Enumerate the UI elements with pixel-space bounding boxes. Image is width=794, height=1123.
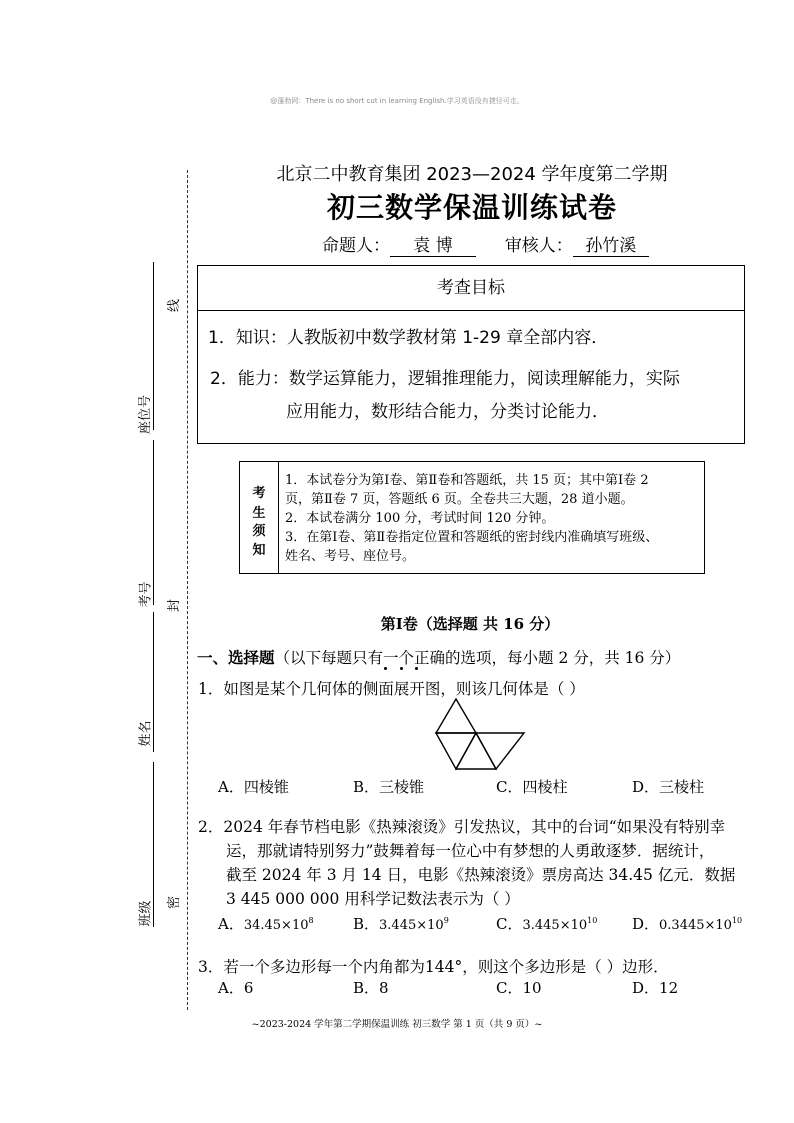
question-2-line-4: 3 445 000 000 用科学记数法表示为（ ） — [226, 890, 520, 908]
question-3-stem: 3．若一个多边形每一个内角都为144°，则这个多边形是（ ）边形． — [198, 958, 669, 976]
notice-heading-char: 须 — [252, 524, 266, 539]
notice-line: 姓名、考号、座位号。 — [285, 549, 416, 564]
goals-box — [197, 265, 745, 444]
q2-option-c-label: C． — [496, 915, 523, 933]
seal-char-line: 线 — [167, 298, 183, 313]
reviewer-label: 审核人： — [504, 236, 573, 256]
goal-item-2-line-1: 2．能力：数学运算能力，逻辑推理能力，阅读理解能力，实际 — [210, 369, 680, 389]
q2-option-b-mantissa: 3.445×10 — [379, 918, 444, 933]
notice-heading-char: 生 — [252, 506, 266, 521]
setter-name: 袁 博 — [390, 236, 476, 257]
question-1-stem: 1．如图是某个几何体的侧面展开图，则该几何体是（ ） — [198, 680, 585, 698]
exam-notice-box — [239, 461, 705, 574]
section-1-header — [197, 646, 680, 668]
seat-label: 座位号 — [138, 394, 154, 435]
q2-option-b[interactable] — [353, 913, 449, 934]
notice-line: 1．本试卷分为第Ⅰ卷、第Ⅱ卷和答题纸，共 15 页；其中第Ⅰ卷 2 — [285, 473, 649, 488]
notice-heading — [240, 462, 279, 573]
q1-option-d[interactable]: D．三棱柱 — [632, 778, 705, 796]
watermark-text: @蓬勃网：There is no short cut in learning English.学习英语没有捷径可走。 — [270, 97, 524, 105]
goal-item-1: 1．知识：人教版初中数学教材第 1-29 章全部内容． — [208, 328, 609, 348]
q2-option-c-mantissa: 3.445×10 — [522, 918, 588, 933]
net-triangle-left — [436, 733, 476, 769]
net-triangle-right — [476, 733, 524, 769]
emphasis-dot — [384, 667, 387, 670]
question-2-line-2: 运，那就请特别努力”鼓舞着每一位心中有梦想的人勇敢逐梦．据统计， — [226, 842, 715, 860]
q2-option-c-exponent: 10 — [587, 916, 598, 925]
exam-no-label: 考号 — [138, 581, 154, 608]
section-1-note: （以下每题只有一个正确的选项，每小题 2 分，共 16 分） — [274, 649, 681, 667]
setter-line — [322, 231, 649, 257]
q3-option-c[interactable]: C．10 — [496, 979, 542, 997]
part-1-title: 第Ⅰ卷（选择题 共 16 分） — [380, 615, 560, 633]
notice-line: 页，第Ⅱ卷 7 页，答题纸 6 页。全卷共三大题，28 道小题。 — [285, 492, 634, 507]
reviewer-name: 孙竹溪 — [573, 236, 649, 257]
q2-option-b-label: B． — [353, 915, 380, 933]
seal-dashed-line — [187, 170, 188, 1010]
emphasis-dot — [400, 667, 403, 670]
seal-char-close: 密 — [167, 895, 183, 910]
q2-option-b-exponent: 9 — [443, 916, 449, 925]
q2-option-a-label: A． — [218, 915, 244, 933]
question-2-line-3: 截至 2024 年 3 月 14 日，电影《热辣滚烫》票房高达 34.45 亿元．数据 — [226, 866, 736, 884]
seal-char-seal: 封 — [167, 598, 183, 613]
q2-option-d-label: D． — [632, 915, 660, 933]
setter-label: 命题人： — [322, 236, 390, 256]
q3-option-a[interactable]: A．6 — [218, 979, 254, 997]
net-triangle-middle — [456, 733, 496, 769]
q1-option-a[interactable]: A．四棱锥 — [218, 778, 289, 796]
q3-option-b[interactable]: B．8 — [353, 979, 389, 997]
class-label: 班级 — [138, 900, 154, 927]
seat-field-line — [153, 262, 154, 430]
exam-no-field-line — [153, 440, 154, 605]
notice-heading-char: 考 — [252, 486, 266, 501]
q2-option-a[interactable] — [218, 913, 314, 934]
q3-option-d[interactable]: D．12 — [632, 979, 679, 997]
q2-option-d-exponent: 10 — [731, 916, 743, 925]
q2-option-a-exponent: 8 — [308, 916, 314, 925]
emphasis-dot — [415, 667, 418, 670]
school-term-line: 北京二中教育集团 2023—2024 学年度第二学期 — [276, 164, 668, 185]
q2-option-c[interactable] — [496, 913, 597, 934]
page-footer: ~2023-2024 学年第二学期保温训练 初三数学 第 1 页（共 9 页）~ — [251, 1019, 543, 1030]
notice-line: 2．本试卷满分 100 分，考试时间 120 分钟。 — [285, 511, 555, 526]
question-2-line-1: 2．2024 年春节档电影《热辣滚烫》引发热议，其中的台词“如果没有特别幸 — [198, 818, 726, 836]
q2-option-a-mantissa: 34.45×10 — [243, 918, 309, 933]
section-1-label: 一、选择题 — [197, 649, 275, 667]
q2-option-d-mantissa: 0.3445×10 — [659, 918, 732, 933]
notice-line: 3．在第Ⅰ卷、第Ⅱ卷指定位置和答题纸的密封线内准确填写班级、 — [285, 530, 659, 545]
q2-option-d[interactable] — [632, 913, 742, 934]
goals-heading: 考查目标 — [198, 266, 744, 311]
net-triangle-top — [436, 699, 476, 733]
q1-option-b[interactable]: B．三棱锥 — [353, 778, 425, 796]
name-label: 姓名 — [138, 720, 154, 747]
q1-option-c[interactable]: C．四棱柱 — [496, 778, 568, 796]
triangle-net-figure — [434, 697, 526, 771]
goal-item-2-line-2: 应用能力，数形结合能力，分类讨论能力． — [286, 402, 609, 422]
exam-title: 初三数学保温训练试卷 — [326, 191, 617, 224]
notice-heading-char: 知 — [252, 543, 266, 558]
